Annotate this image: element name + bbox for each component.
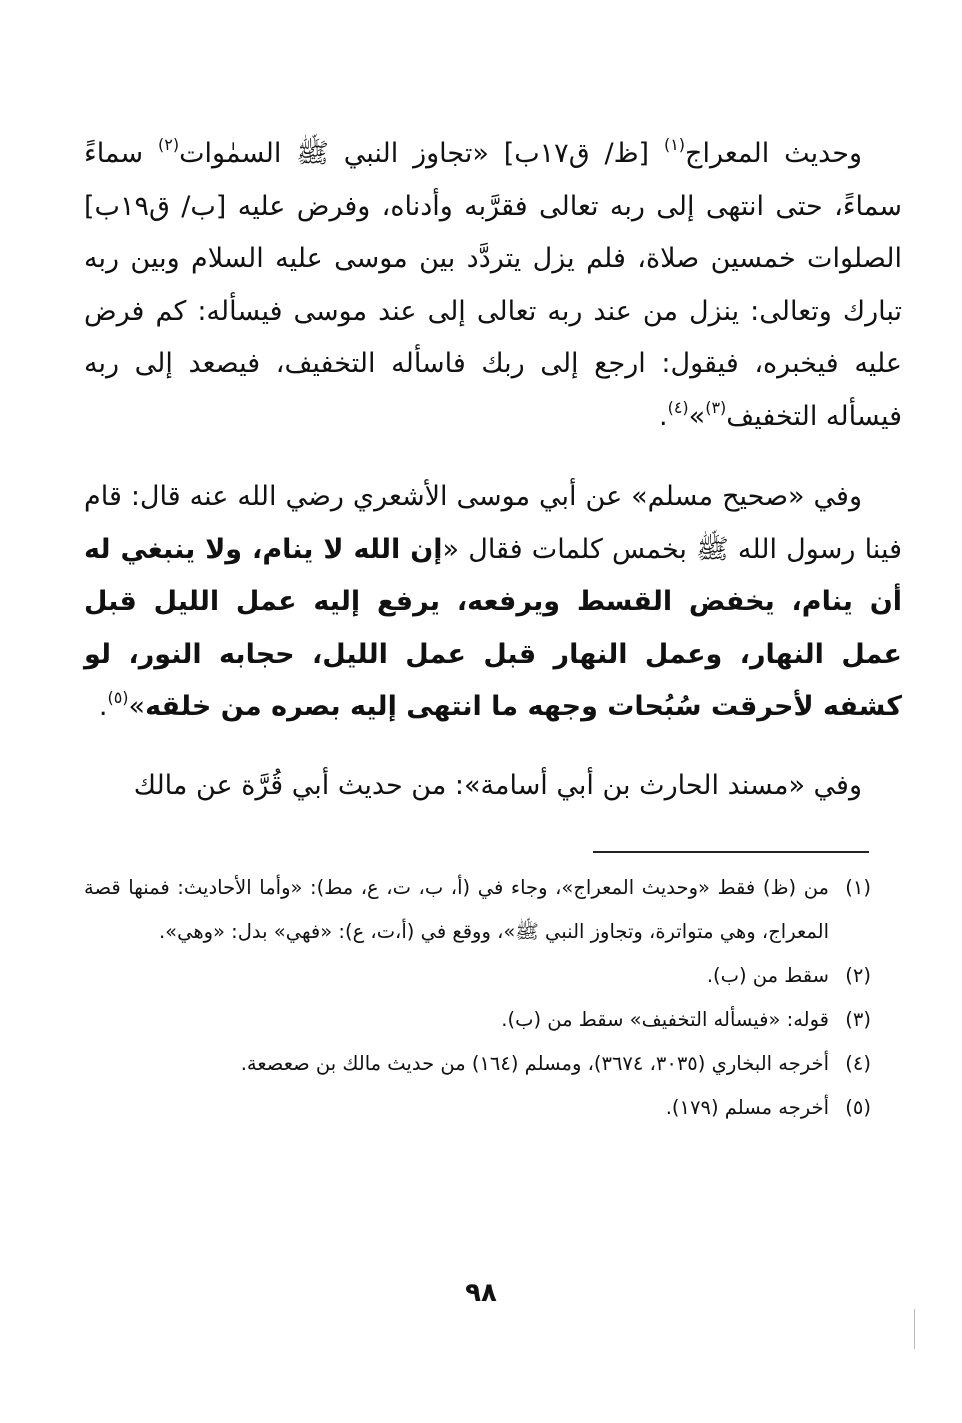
footnote-4 — [84, 1042, 871, 1086]
main-text — [84, 128, 902, 812]
footnote-number: (٣) — [845, 1008, 871, 1031]
footnote-number: (٢) — [845, 964, 871, 987]
text-run: سماءً سماءً، حتى انتهى إلى ربه تعالى فقرَّبه وأدناه، وفرض عليه [ب/ ق١٩ب] الصلوات خمسين صلاة، فلم يزل يتردَّد بين موسى عليه السلام وبين ربه تبارك وتعالى: ينزل من عند ربه تعالى إلى عند موسى فيسأله: كم فرض عليه فيخبره، فيقول: ارجع إلى ربك فاسأله التخفيف، فيصعد إلى ربه فيسأله التخفيف — [84, 138, 902, 432]
footnote-text: سقط من (ب). — [706, 964, 829, 987]
footnote-2 — [84, 954, 871, 998]
footnote-3 — [84, 998, 871, 1042]
footnote-number: (٤) — [845, 1052, 871, 1075]
text-run: وفي «صحيح مسلم» عن أبي موسى الأشعري رضي الله عنه قال: قام فينا رسول الله ﷺ بخمس كلمات فقال « — [84, 481, 902, 565]
hadith-quote: إن الله لا ينام، ولا ينبغي له أن ينام، يخفض القسط ويرفعه، يرفع إليه عمل الليل قبل عمل النهار، وعمل النهار قبل عمل الليل، حجابه النور، لو كشفه لأحرقت سُبُحات وجهه ما انتهى إليه بصره من خلقه — [84, 533, 902, 722]
footnote-ref-3[interactable]: (٣) — [705, 397, 727, 417]
footnote-number: (٥) — [845, 1096, 871, 1119]
footnote-ref-2[interactable]: (٢) — [158, 135, 180, 154]
text-run: وفي «مسند الحارث بن أبي أسامة»: من حديث أبي قُرَّة عن مالك — [133, 769, 862, 801]
quote-close: » — [688, 400, 706, 432]
footnote-text: من (ظ) فقط «وحديث المعراج»، وجاء في (أ، ب، ت، ع، مط): «وأما الأحاديث: فمنها قصة المعراج، وهي متواترة، وتجاوز النبي ﷺ»، ووقع في (أ،ت، ع): «فهي» بدل: «وهي». — [84, 876, 829, 943]
paragraph-musnad — [84, 760, 902, 813]
page-number: ٩٨ — [465, 1278, 497, 1308]
scan-mark — [914, 1309, 915, 1349]
footnotes — [84, 866, 871, 1130]
footnote-ref-4[interactable]: (٤) — [667, 397, 689, 417]
footnote-5 — [84, 1086, 871, 1130]
text-run: [ظ/ ق١٧ب] «تجاوز النبي ﷺ السمٰوات — [179, 138, 664, 169]
period: . — [658, 400, 668, 432]
footnote-1 — [84, 866, 871, 954]
footnote-divider — [593, 851, 869, 853]
text-run: وحديث المعراج — [685, 138, 862, 169]
footnote-ref-5[interactable]: (٥) — [107, 688, 129, 707]
footnote-text: قوله: «فيسأله التخفيف» سقط من (ب). — [501, 1008, 829, 1031]
paragraph-sahih-muslim — [84, 471, 902, 734]
footnote-ref-1[interactable]: (١) — [663, 135, 686, 154]
quote-close: » — [128, 691, 146, 722]
footnote-text: أخرجه البخاري (٣٠٣٥، ٣٦٧٤)، ومسلم (١٦٤) من حديث مالك بن صعصعة. — [240, 1052, 829, 1075]
footnote-text: أخرجه مسلم (١٧٩). — [665, 1096, 829, 1119]
period: . — [98, 691, 108, 722]
footnote-number: (١) — [845, 876, 871, 899]
paragraph-miraj — [84, 128, 902, 443]
